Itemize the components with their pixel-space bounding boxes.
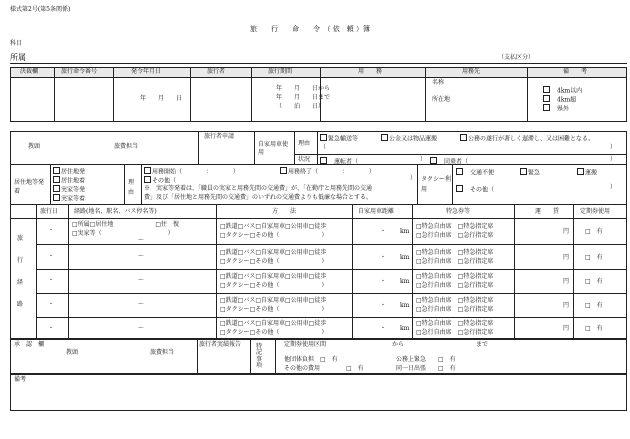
method-line-1[interactable]: □鉄道□バス□自家用車□公用車□徒歩 (220, 249, 327, 256)
checkbox[interactable] (543, 86, 550, 93)
taxi-other-close: ） (610, 184, 617, 191)
kamoku-label: 科目 (10, 40, 23, 47)
passenger-field[interactable]: 同乗者（ (430, 157, 468, 166)
km-unit: km (400, 254, 410, 261)
side-kou: 行 (17, 257, 24, 264)
car-use-label: 自家用車使 用 (258, 141, 301, 157)
yen-unit: 円 (563, 278, 570, 285)
method-line-1[interactable]: □鉄道□バス□自家用車□公用車□徒歩 (220, 297, 327, 304)
opt-home-depart[interactable]: 実家等発 (53, 185, 85, 194)
yen-unit: 円 (563, 254, 570, 261)
checkbox[interactable] (577, 168, 584, 175)
route-tilde: ～ (138, 325, 145, 332)
remarks-label: 備考 (14, 376, 27, 383)
col-car-distance: 自家用車距離 (358, 208, 395, 215)
route-tilde: ～ (138, 237, 145, 244)
dest-location-label: 所在地 (432, 96, 451, 103)
business-end[interactable]: 用務終了（ ： ） (280, 167, 375, 176)
checkbox[interactable] (543, 95, 550, 102)
other-org-burden[interactable]: 他団体負担 □ 有 (284, 356, 338, 363)
checkbox[interactable] (430, 157, 437, 164)
col-travel-date: 旅行日 (40, 208, 59, 215)
pass-yes[interactable]: □ 有 (585, 254, 603, 261)
pass-yes[interactable]: □ 有 (585, 325, 603, 332)
checkbox[interactable] (320, 157, 327, 164)
actual-report-label: 旅行者実績報告 (199, 341, 242, 348)
express-line-1[interactable]: □特急自由席 □特急指定席 (416, 249, 494, 256)
distance-dot: ・ (380, 228, 387, 235)
method-line-2[interactable]: □タクシー□その他（ ） (220, 329, 328, 336)
note-4km-within[interactable]: 4km以内 (543, 86, 582, 95)
to-label: まで (476, 341, 489, 348)
col-route: 経路(地名、駅名、バス停名等) (74, 208, 157, 215)
express-line-2[interactable]: □急行自由席 □急行指定席 (416, 306, 494, 313)
yen-unit: 円 (563, 325, 570, 332)
dest-name-label: 名称 (432, 79, 445, 86)
approval-kyoto: 教頭 (66, 349, 79, 356)
mid-reason-label: 理由 (128, 179, 135, 197)
taxi-emergency[interactable]: 緊急 (520, 168, 540, 177)
order-table-header-bg (11, 68, 626, 77)
app-kyoto: 教頭 (28, 143, 41, 150)
note-4km-over[interactable]: 4km超 (543, 95, 576, 104)
col-notes: 備 考 (563, 68, 588, 75)
col-period: 旅行期間 (268, 68, 293, 75)
km-unit: km (400, 228, 410, 235)
row-date[interactable]: ・ (48, 325, 55, 332)
form-title: 旅 行 命 令 （ 依 頼 ）簿 (250, 25, 370, 33)
same-day-trip[interactable]: 同一日出張 □ 有 (396, 365, 456, 372)
col-business: 用 務 (358, 68, 383, 75)
period-days[interactable]: （ 泊 日） (276, 103, 325, 110)
method-line-2[interactable]: □タクシー□その他（ ） (220, 306, 328, 313)
col-order-no: 旅行命令番号 (61, 68, 98, 75)
method-line-2[interactable]: □タクシー□その他（ ） (220, 258, 328, 265)
mid-other[interactable]: その他（ (144, 176, 176, 185)
other-expenses: その他の費用 (284, 365, 321, 372)
status-label: 状況 (298, 156, 311, 163)
method-line-2[interactable]: □タクシー□その他（ ） (220, 232, 328, 239)
distance-dot: ・ (380, 278, 387, 285)
public-emergency[interactable]: 公務上緊急 □ 有 (396, 356, 456, 363)
route-tilde: ～ (138, 253, 145, 260)
yen-unit: 円 (563, 302, 570, 309)
period-to[interactable]: 年 月 日まで (276, 94, 331, 101)
distance-dot: ・ (380, 254, 387, 261)
checkbox[interactable] (460, 134, 467, 141)
pass-yes[interactable]: □ 有 (585, 302, 603, 309)
route-options[interactable]: □所属□居住地 □往 復 (72, 221, 180, 228)
approval-label: 承 認 欄 (14, 341, 45, 348)
side-kei: 経 (17, 279, 24, 286)
other-expenses-yes[interactable]: □ 有 (346, 365, 364, 372)
distance-dot: ・ (380, 302, 387, 309)
express-line-1[interactable]: □特急自由席 □特急指定席 (416, 297, 494, 304)
mid-other-close: ） (410, 175, 417, 182)
express-line-2[interactable]: □急行自由席 □急行指定席 (416, 329, 494, 336)
opt-home-arrive[interactable]: 実家等着 (53, 194, 85, 203)
checkbox[interactable] (53, 185, 60, 192)
express-line-2[interactable]: □急行自由席 □急行指定席 (416, 282, 494, 289)
express-line-2[interactable]: □急行自由席 □急行指定席 (416, 232, 494, 239)
express-line-1[interactable]: □特急自由席 □特急指定席 (416, 320, 494, 327)
pass-yes[interactable]: □ 有 (585, 228, 603, 235)
checkbox[interactable] (53, 194, 60, 201)
home-note-1: ※ 実家等発着は、「職員の実家と用務先間の交通費」が、「在勤庁と用務先間の交通 (144, 185, 373, 192)
route-tilde: ～ (138, 277, 145, 284)
col-express: 特急券等 (446, 208, 471, 215)
col-commuter-pass: 定期券使用 (580, 208, 611, 215)
express-line-1[interactable]: □特急自由席 □特急指定席 (416, 273, 494, 280)
row-date[interactable]: ・ (48, 277, 55, 284)
reason-delay[interactable]: 公務の遂行が著しく遅滞し、又は困難となる。 (460, 134, 594, 143)
express-line-2[interactable]: □急行自由席 □急行指定席 (416, 258, 494, 265)
opt-residence-arrive[interactable]: 居住地着 (53, 176, 85, 185)
side-ro: 路 (17, 301, 24, 308)
col-fare: 運 賃 (535, 208, 560, 215)
form-number: 様式第2号(第5条関係) (10, 6, 71, 13)
km-unit: km (400, 302, 410, 309)
pay-category: （支払区分） (498, 54, 535, 61)
passenger-close: ） (610, 156, 617, 163)
route-home[interactable]: □実家等（ ） (72, 230, 174, 237)
col-issue-date: 発令年月日 (131, 68, 162, 75)
col-method: 方 法 (272, 208, 297, 215)
taxi-transport[interactable]: 運搬 (577, 168, 597, 177)
driver-close: ） (420, 156, 427, 163)
special-notes-label: 特記事項 (256, 343, 263, 369)
row-date[interactable]: ・ (48, 253, 55, 260)
commuter-section: 定期券使用区間 (284, 341, 327, 348)
reason-other-open[interactable]: （ (320, 144, 327, 151)
reason-public-funds[interactable]: 公金又は物品運搬 (381, 134, 437, 143)
reason-other-close: ） (610, 144, 617, 151)
business-start[interactable]: 用務開始（ ： ） (144, 167, 239, 176)
row-date[interactable]: ・ (48, 301, 55, 308)
remarks-box[interactable] (10, 374, 627, 411)
col-destination: 用務先 (462, 68, 481, 75)
shozoku-label: 所属 (10, 53, 26, 62)
checkbox[interactable] (144, 167, 151, 174)
reason-emergency[interactable]: 緊急輸送等 (320, 134, 358, 143)
distance-dot: ・ (380, 325, 387, 332)
method-line-1[interactable]: □鉄道□バス□自家用車□公用車□徒歩 (220, 320, 327, 327)
checkbox[interactable] (320, 134, 327, 141)
side-ryo: 旅 (17, 235, 24, 242)
route-tilde: ～ (138, 301, 145, 308)
col-kessai: 決裁欄 (20, 68, 39, 75)
km-unit: km (400, 325, 410, 332)
row-date[interactable]: ・ (48, 227, 55, 234)
checkbox[interactable] (543, 104, 550, 111)
checkbox[interactable] (456, 185, 463, 192)
period-from[interactable]: 年 月 日から (276, 85, 331, 92)
express-line-1[interactable]: □特急自由席 □特急指定席 (416, 223, 494, 230)
driver-field[interactable]: 運転者（ (320, 157, 358, 166)
checkbox[interactable] (53, 167, 60, 174)
checkbox[interactable] (381, 134, 388, 141)
home-note-2: 費」及び「居住地と用務先間の交通費」のいずれの交通費よりも低廉な場合とする。 (144, 194, 373, 201)
approval-ryohi: 旅費担当 (150, 349, 175, 356)
reason-label: 理由 (298, 140, 311, 147)
yen-unit: 円 (563, 228, 570, 235)
residence-label: 居住地等発 着 (14, 179, 57, 195)
km-unit: km (400, 278, 410, 285)
method-line-1[interactable]: □鉄道□バス□自家用車□公用車□徒歩 (220, 223, 327, 230)
app-shinsei: 旅行者申請 (204, 133, 235, 140)
checkbox[interactable] (520, 168, 527, 175)
opt-residence-depart[interactable]: 居住地発 (53, 167, 85, 176)
checkbox[interactable] (144, 176, 151, 183)
method-line-2[interactable]: □タクシー□その他（ ） (220, 282, 328, 289)
method-line-1[interactable]: □鉄道□バス□自家用車□公用車□徒歩 (220, 273, 327, 280)
taxi-other[interactable]: その他（ (456, 185, 494, 194)
pass-yes[interactable]: □ 有 (585, 278, 603, 285)
taxi-label: タクシー利 用 (421, 176, 464, 193)
app-ryohi: 旅費担当 (114, 143, 139, 150)
checkbox[interactable] (280, 167, 287, 174)
checkbox[interactable] (456, 168, 463, 175)
note-outside-pref[interactable]: 県外 (543, 104, 569, 113)
from-label: から (392, 341, 405, 348)
taxi-inconvenient[interactable]: 交通不便 (456, 168, 494, 177)
checkbox[interactable] (53, 176, 60, 183)
col-traveler: 旅行者 (207, 68, 226, 75)
issue-date[interactable]: 年 月 日 (140, 95, 183, 102)
header-rule (10, 63, 627, 64)
